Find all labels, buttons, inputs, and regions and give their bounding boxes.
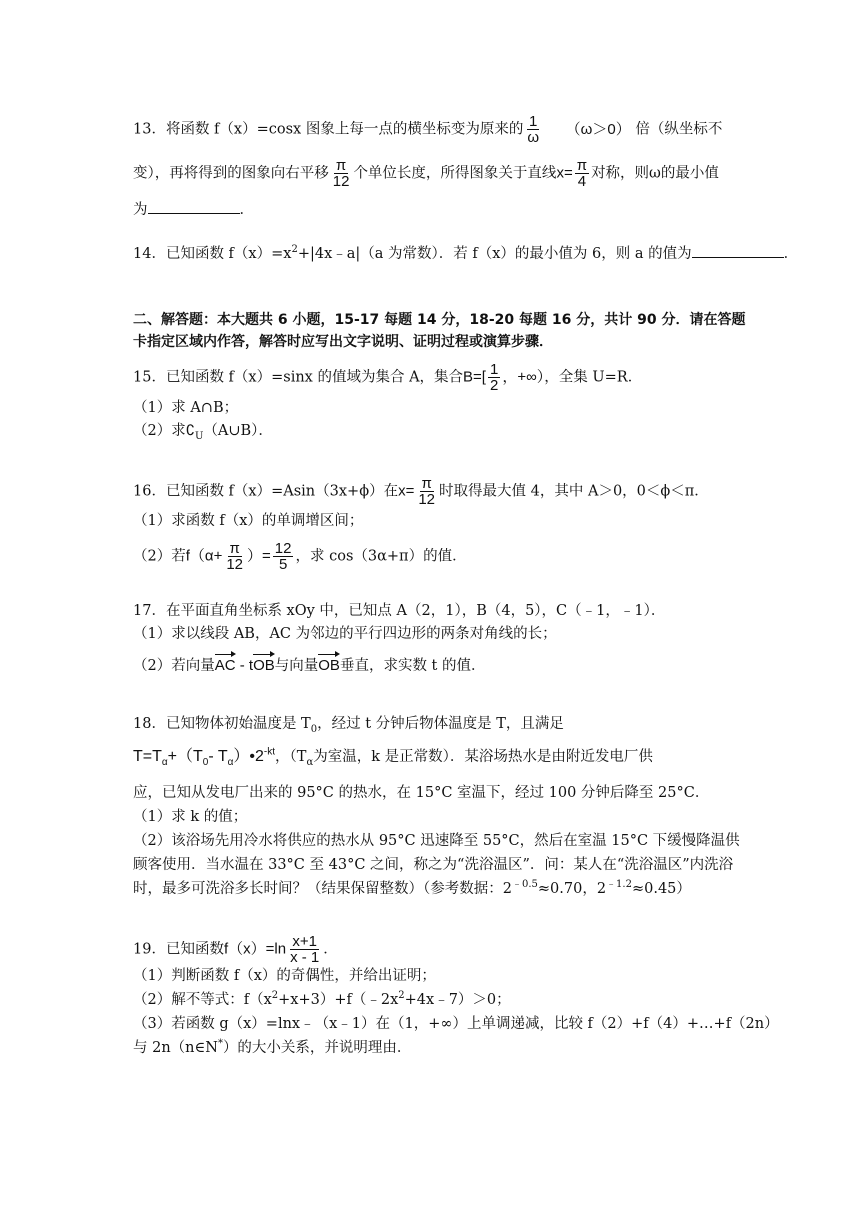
q13-fraction-pi-over-4: $\frac{\pi}{4}$ [576,157,588,190]
q17-text: 与向量 [274,658,319,674]
q13-line1 [133,114,722,145]
q17-text: （2）若向量 [133,658,215,674]
q13-fraction-1-over-omega: $\frac{1}{\omega}$ [527,113,540,146]
section-2-heading: 二、解答题：本大题共 6 小题，15-17 每题 14 分，18-20 每题 16 分，共计 90 分．请在答题 [133,312,746,328]
q17-part1: （1）求以线段 AB，AC 为邻边的平行四边形的两条对角线的长； [133,626,557,642]
q18-line2 [133,747,653,767]
q14-answer-blank[interactable] [692,242,784,258]
q16-equals: ）= [247,547,271,565]
q16-f-alpha: f（α+ [185,547,223,565]
q17-vector-ob: OB [318,657,340,674]
q19-text: ． [323,941,338,958]
q16-text: ，求 cos（3α+π）的值． [295,548,467,565]
q15-text: 15．已知函数 f（x）=sinx 的值域为集合 A，集合 [133,369,464,386]
q17-minus-t: - t [235,657,254,674]
q14-superscript: 2 [291,244,298,256]
q16-fraction-pi-over-12: $\frac{\pi}{12}$ [418,475,436,508]
q19-function: f（x）=ln [223,940,287,958]
q15-line1 [133,362,642,393]
q18-part2-line2: 顾客使用．当水温在 33°C 至 43°C 之间，称之为“洗浴温区”．问：某人在“洗浴温区”内洗浴 [133,857,734,873]
q16-line1 [133,476,709,507]
q16-text: 时取得最大值 4，其中 A＞0，0＜ϕ＜π． [439,483,709,500]
q19-part1: （1）判断函数 f（x）的奇偶性，并给出证明； [133,968,436,984]
q13-answer-blank[interactable] [148,198,240,214]
q18-formula: $T=T_\alpha+(T_0-$ $T_\alpha)•2^{-kt}$ [133,746,276,769]
q19-superscript: 2 [271,990,279,1002]
q18-text: ≈0.45） [631,881,691,897]
q13-text: 变），再将得到的图象向右平移 [133,165,329,182]
section-2-heading-cont: 卡指定区域内作答，解答时应写出文字说明、证明过程或演算步骤． [133,334,553,350]
q15-text: ，全集 U=R． [544,369,643,386]
q19-text: +x+3）+f（﹣2x [278,992,399,1008]
q14-text: ． [783,246,799,262]
q18-subscript: 0 [310,723,318,735]
q15-part1: （1）求 A∩B； [133,400,239,416]
q17-line1: 17．在平面直角坐标系 xOy 中，已知点 A（2，1），B（4，5），C（﹣1，﹣1）． [133,603,666,619]
q13-x-eq: x= [556,164,573,182]
q18-text: 为室温，k 是正常数）．某浴场热水是由附近发电厂供 [313,749,653,765]
q19-text: （2）解不等式：f（x [133,992,272,1008]
q14-text: +|4x﹣a|（a 为常数）．若 f（x）的最小值为 6，则 a 的值为 [297,246,692,262]
q18-text: 18．已知物体初始温度是 T [133,716,311,732]
q18-part1: （1）求 k 的值； [133,809,248,825]
q19-superscript: * [217,1038,223,1050]
q17-text: 垂直，求实数 t 的值． [339,658,486,674]
q15-infinity: ，+∞） [502,368,545,386]
q16-text: （2）若 [133,548,186,565]
q18-part2-line3 [133,879,691,899]
q13-text: ． [239,202,254,218]
q16-fraction-pi-over-12: $\frac{\pi}{12}$ [226,540,244,573]
q16-part2 [133,541,467,572]
q15-subscript: U [194,430,204,442]
q18-text: 时，最多可洗浴多长时间？（结果保留整数）（参考数据：2 [133,881,512,897]
q18-superscript: ﹣1.2 [606,879,632,891]
q18-superscript: ﹣0.5 [511,879,538,891]
q18-line1 [133,714,564,734]
q13-condition: （ω＞0） [565,120,631,138]
q15-fraction-1-over-2: $\frac{1}{2}$ [489,361,499,394]
q13-fraction-pi-over-12: $\frac{\pi}{12}$ [332,157,350,190]
q15-text: （2）求∁ [133,423,195,439]
q18-text: ，（T [275,749,307,765]
q18-line3: 应，已知从发电厂出来的 95°C 的热水，在 15°C 室温下，经过 100 分钟后降至 25°C． [133,785,710,801]
q18-part2-line1: （2）该浴场先用冷水将供应的热水从 95°C 迅速降至 55°C，然后在室温 15°C 下缓慢降温供 [133,833,740,849]
q13-text: 为 [133,202,148,218]
q17-vector-ob: OB [253,657,275,674]
q15-text: （A∪B）． [203,423,273,439]
q19-text: ）的大小关系，并说明理由． [222,1040,412,1056]
q13-line3 [133,198,254,220]
q19-part3-line2 [133,1038,411,1058]
q15-set-b: B=[ [463,368,486,386]
q19-part3-line1: （3）若函数 g（x）=lnx﹣（x﹣1）在（1，+∞）上单调递减，比较 f（2）+f（4）+…+f（2n） [133,1016,779,1032]
q13-text: 倍（纵坐标不 [635,121,723,138]
q19-text: 19．已知函数 [133,941,224,958]
q13-text: 13．将函数 f（x）=cosx 图象上每一点的横坐标变为原来的 [133,121,524,138]
q13-text: 对称，则ω的最小值 [591,165,719,182]
q13-text: 个单位长度，所得图象关于直线 [353,165,557,182]
q13-line2 [133,158,719,189]
q15-part2 [133,421,273,441]
q19-part2 [133,990,511,1010]
q16-fraction-12-over-5: $\frac{12}{5}$ [274,540,292,573]
q17-vector-ac: AC [214,657,236,674]
q16-part1: （1）求函数 f（x）的单调增区间； [133,513,364,529]
q17-part2 [133,656,486,676]
q16-x-eq: x= [398,482,415,500]
q16-text: 16．已知函数 f（x）=Asin（3x+ϕ）在 [133,483,399,500]
q19-text: 与 2n（n∈N [133,1040,218,1056]
q18-text: ≈0.70，2 [537,881,607,897]
q19-fraction: $\frac{x+1}{x - 1}$ [290,933,320,966]
q19-text: +4x﹣7）＞0； [404,992,511,1008]
q19-line1 [133,934,338,965]
q19-superscript: 2 [398,990,405,1002]
q14-line [133,242,798,264]
q18-text: ，经过 t 分钟后物体温度是 T，且满足 [317,716,564,732]
q14-text: 14．已知函数 f（x）=x [133,246,292,262]
q18-subscript: α [306,756,314,768]
